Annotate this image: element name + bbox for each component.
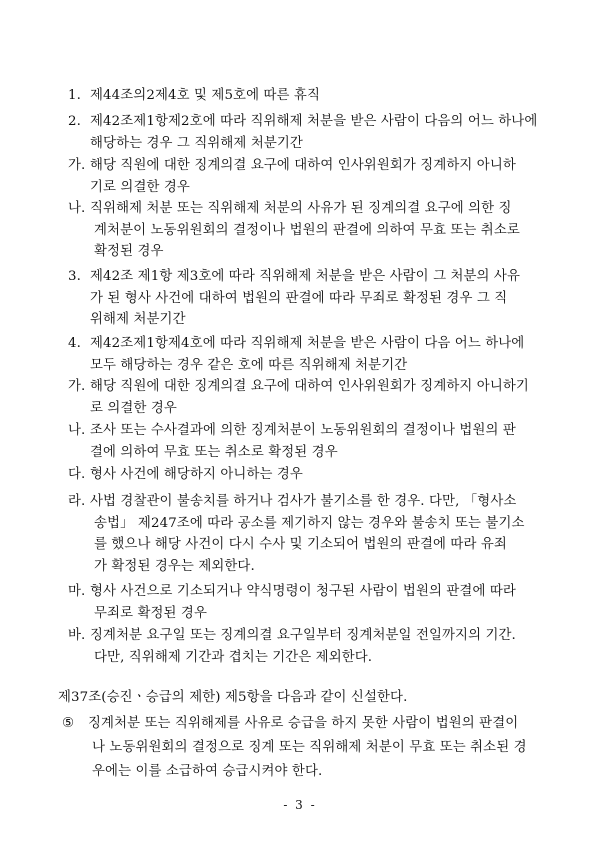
amendment-intro: 제37조(승진ㆍ승급의 제한) 제5항을 다음과 같이 신설한다. [58,690,408,705]
item-marker: 나. [68,423,86,438]
item-text-line: 기로 의결한 경우 [90,179,190,195]
item-marker: 나. [68,201,86,216]
item-text-line: 제42조제1항제4호에 따라 직위해제 처분을 받은 사람이 다음 어느 하나에 [90,336,525,351]
item-text-line: 가 확정된 경우는 제외한다. [94,558,255,574]
item-text-line: 조사 또는 수사결과에 의한 징계처분이 노동위원회의 결정이나 법원의 판 [90,423,516,438]
item-marker: 가. [68,379,86,394]
item-text-line: 형사 사건에 해당하지 아니하는 경우 [90,467,303,482]
item-text-line: 확정된 경우 [94,244,164,259]
item-marker: 가. [68,158,86,173]
item-text-line: 해당하는 경우 그 직위해제 처분기간 [90,135,303,151]
item-text-line: 위해제 처분기간 [90,312,186,327]
item-marker: 4. [68,336,81,351]
item-text-line: 무죄로 확정된 경우 [94,605,207,621]
item-marker: 다. [68,467,86,482]
clause-text-line: 나 노동위원회의 결정으로 징계 또는 직위해제 처분이 무효 또는 취소된 경 [92,740,527,755]
item-marker: 3. [68,269,81,284]
item-text-line: 해당 직원에 대한 징계의결 요구에 대하여 인사위원회가 징계하지 아니하 [90,158,516,173]
item-text-line: 모두 해당하는 경우 같은 호에 따른 직위해제 처분기간 [90,357,408,373]
item-text-line: 직위해제 처분 또는 직위해제 처분의 사유가 된 징계의결 요구에 의한 징 [90,201,512,216]
item-text-line: 형사 사건으로 기소되거나 약식명령이 청구된 사람이 법원의 판결에 따라 [90,584,516,599]
item-text-line: 해당 직원에 대한 징계의결 요구에 대하여 인사위원회가 징계하지 아니하기 [90,379,529,394]
item-text-line: 제42조제1항제2호에 따라 직위해제 처분을 받은 사람이 다음의 어느 하나에 [90,114,538,129]
item-text-line: 다만, 직위해제 기간과 겹치는 기간은 제외한다. [94,649,373,665]
item-marker: 바. [68,628,86,643]
item-text-line: 로 의결한 경우 [90,400,177,416]
item-text-line: 징계처분 요구일 또는 징계의결 요구일부터 징계처분일 전일까지의 기간. [90,628,516,643]
item-text-line: 를 했으나 해당 사건이 다시 수사 및 기소되어 법원의 판결에 따라 유죄 [94,537,507,552]
clause-text-line: 우에는 이를 소급하여 승급시켜야 한다. [92,764,323,779]
item-marker: 1. [68,88,81,103]
clause-marker: ⑤ [62,716,75,731]
item-marker: 라. [68,494,86,509]
item-text-line: 결에 의하여 무효 또는 취소로 확정된 경우 [90,444,338,460]
item-text-line: 송법」 제247조에 따라 공소를 제기하지 않는 경우와 불송치 또는 불기소 [94,515,525,531]
item-text-line: 계처분이 노동위원회의 결정이나 법원의 판결에 의하여 무효 또는 취소로 [94,222,520,238]
item-text-line: 제42조 제1항 제3호에 따라 직위해제 처분을 받은 사람이 그 처분의 사유 [90,269,520,284]
item-marker: 마. [68,584,86,599]
item-marker: 2. [68,114,81,129]
item-text-line: 사법 경찰관이 불송치를 하거나 검사가 불기소를 한 경우. 다만, 「형사소 [90,494,517,509]
item-text-line: 제44조의2제4호 및 제5호에 따른 휴직 [90,88,320,103]
item-text-line: 가 된 형사 사건에 대하여 법원의 판결에 따라 무죄로 확정된 경우 그 직 [90,290,508,306]
clause-text-line: 징계처분 또는 직위해제를 사유로 승급을 하지 못한 사람이 법원의 판결이 [88,716,519,731]
page-number: - 3 - [283,798,317,812]
